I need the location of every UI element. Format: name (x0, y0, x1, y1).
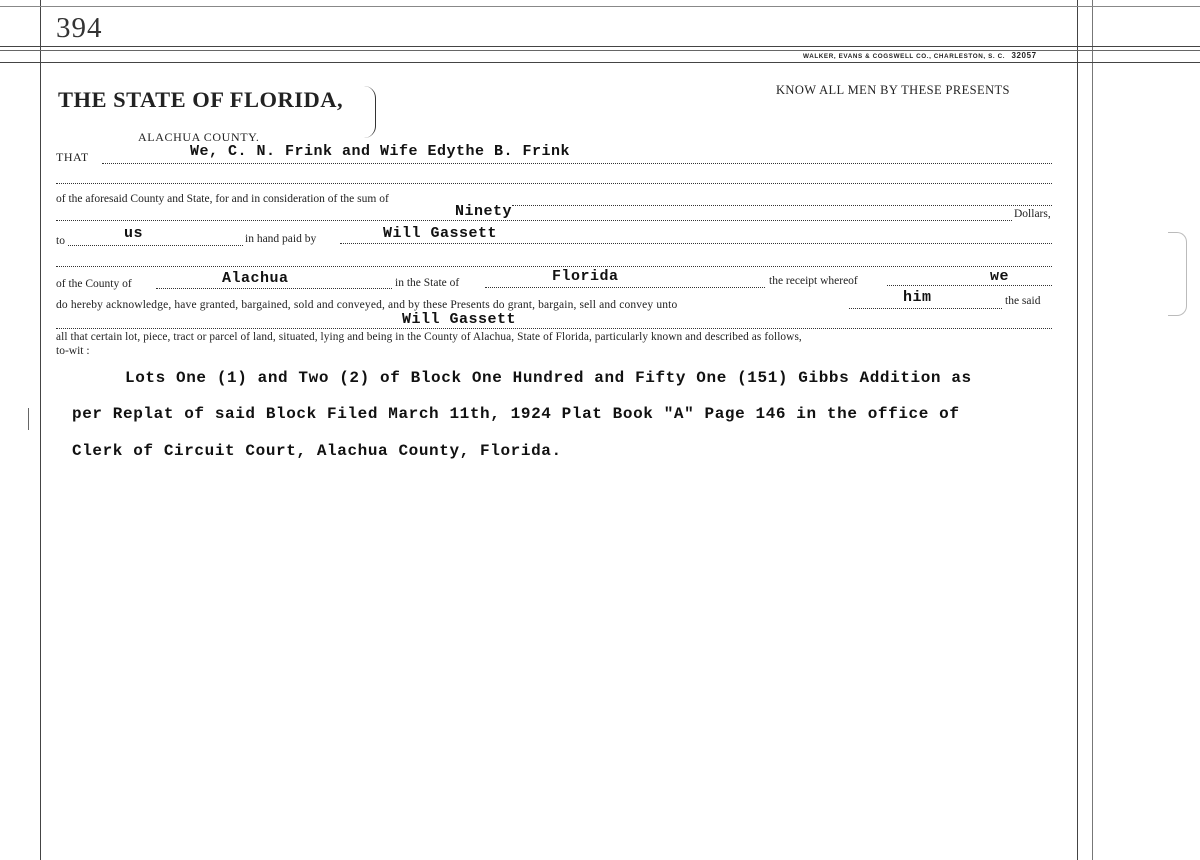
paid-by-label: in hand paid by (245, 233, 317, 245)
title-brace (363, 86, 376, 138)
amount-field: Ninety (455, 203, 513, 220)
dollars-label: Dollars, (1014, 208, 1051, 220)
to-label: to (56, 235, 65, 247)
all-that-text: all that certain lot, piece, tract or parcel of land, situated, lying and being in the County of Alachua, State of Florida, particularly known and described as follows, (56, 331, 802, 343)
convey-line (849, 308, 1002, 309)
right-margin-rule-2 (1092, 0, 1093, 860)
consideration-text: of the aforesaid County and State, for and in consideration of the sum of (56, 193, 389, 205)
description-line-1: Lots One (1) and Two (2) of Block One Hundred and Fifty One (151) Gibbs Addition as (125, 369, 972, 387)
county-label: ALACHUA COUNTY. (138, 130, 260, 144)
amount-line (56, 220, 1012, 221)
acknowledge-text: do hereby acknowledge, have granted, bargained, sold and conveyed, and by these Presents do grant, bargain, sell and convey unto (56, 299, 678, 311)
grantee-field: Will Gassett (402, 311, 517, 328)
that-label: THAT (56, 150, 89, 164)
convey-to-field: him (903, 289, 932, 306)
county-of-label: of the County of (56, 278, 132, 290)
top-rule (0, 6, 1200, 7)
grantee-line (56, 328, 1052, 329)
blank-line-1 (56, 183, 1052, 184)
printer-imprint (803, 51, 1037, 60)
description-line-3: Clerk of Circuit Court, Alachua County, Florida. (72, 442, 562, 460)
payee-line (68, 245, 243, 246)
consideration-line (512, 205, 1052, 206)
grantor-line (102, 163, 1052, 164)
form-number: 32057 (1011, 51, 1037, 60)
to-wit-label: to-wit : (56, 345, 90, 357)
binding-mark (1168, 232, 1187, 316)
right-margin-rule (1077, 0, 1078, 860)
receipt-line (887, 285, 1052, 286)
left-margin-rule (40, 0, 41, 860)
payer-line (340, 243, 1052, 244)
state-title: THE STATE OF FLORIDA, (58, 87, 344, 112)
receipt-label: the receipt whereof (769, 275, 858, 287)
grantee-state-field: Florida (552, 268, 619, 285)
description-line-2: per Replat of said Block Filed March 11th, 1924 Plat Book "A" Page 146 in the office of (72, 405, 960, 423)
header-rule-3 (0, 62, 1200, 63)
grantee-county-line (156, 288, 392, 289)
the-said-label: the said (1005, 295, 1041, 307)
grantors-field: We, C. N. Frink and Wife Edythe B. Frink (190, 143, 571, 160)
header-rule (0, 46, 1200, 47)
margin-tick (20, 408, 29, 430)
grantee-state-line (485, 287, 765, 288)
grantee-county-field: Alachua (222, 270, 289, 287)
blank-line-2 (56, 266, 1052, 267)
payer-field: Will Gassett (383, 225, 498, 242)
printer-name: WALKER, EVANS & COGSWELL CO., CHARLESTON, S. C. (803, 53, 1006, 60)
state-of-label: in the State of (395, 277, 460, 289)
know-all-men: KNOW ALL MEN BY THESE PRESENTS (776, 83, 1010, 97)
receipt-by-field: we (990, 268, 1010, 285)
page-number: 394 (56, 12, 103, 44)
payee-field: us (124, 225, 144, 242)
